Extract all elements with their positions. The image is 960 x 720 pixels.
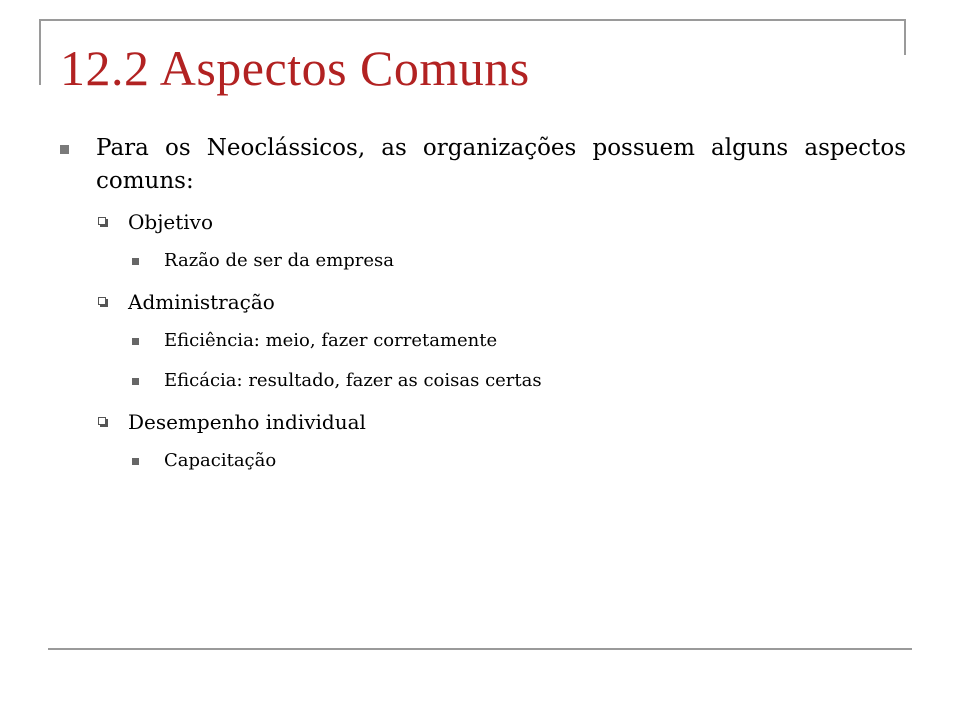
- list-item: [60, 248, 906, 274]
- section-label: Desempenho individual: [128, 410, 366, 434]
- shadow-box-bullet-icon: [98, 417, 106, 425]
- square-bullet-icon: [60, 145, 69, 154]
- list-item: [60, 448, 906, 474]
- shadow-box-bullet-icon: [98, 217, 106, 225]
- intro-text: Para os Neoclássicos, as organizações possuem alguns aspectos comuns:: [96, 135, 906, 194]
- list-item-text: Capacitação: [164, 450, 277, 471]
- list-item-text: Razão de ser da empresa: [164, 250, 395, 271]
- list-item: [60, 368, 906, 394]
- section-administracao: [60, 288, 906, 316]
- small-square-bullet-icon: [132, 458, 139, 465]
- bottom-divider: [48, 648, 912, 650]
- section-label: Administração: [128, 290, 275, 314]
- top-divider: [40, 19, 904, 21]
- left-divider: [39, 19, 41, 85]
- small-square-bullet-icon: [132, 338, 139, 345]
- right-divider: [904, 19, 906, 55]
- section-objetivo: [60, 208, 906, 236]
- list-item-text: Eficiência: meio, fazer corretamente: [164, 330, 498, 351]
- small-square-bullet-icon: [132, 378, 139, 385]
- list-item: [60, 328, 906, 354]
- section-desempenho: [60, 408, 906, 436]
- slide-title: 12.2 Aspectos Comuns: [60, 40, 530, 96]
- shadow-box-bullet-icon: [98, 297, 106, 305]
- section-label: Objetivo: [128, 210, 214, 234]
- bullet-intro: [60, 132, 906, 198]
- slide-content: [60, 132, 906, 488]
- list-item-text: Eficácia: resultado, fazer as coisas certas: [164, 370, 542, 391]
- small-square-bullet-icon: [132, 258, 139, 265]
